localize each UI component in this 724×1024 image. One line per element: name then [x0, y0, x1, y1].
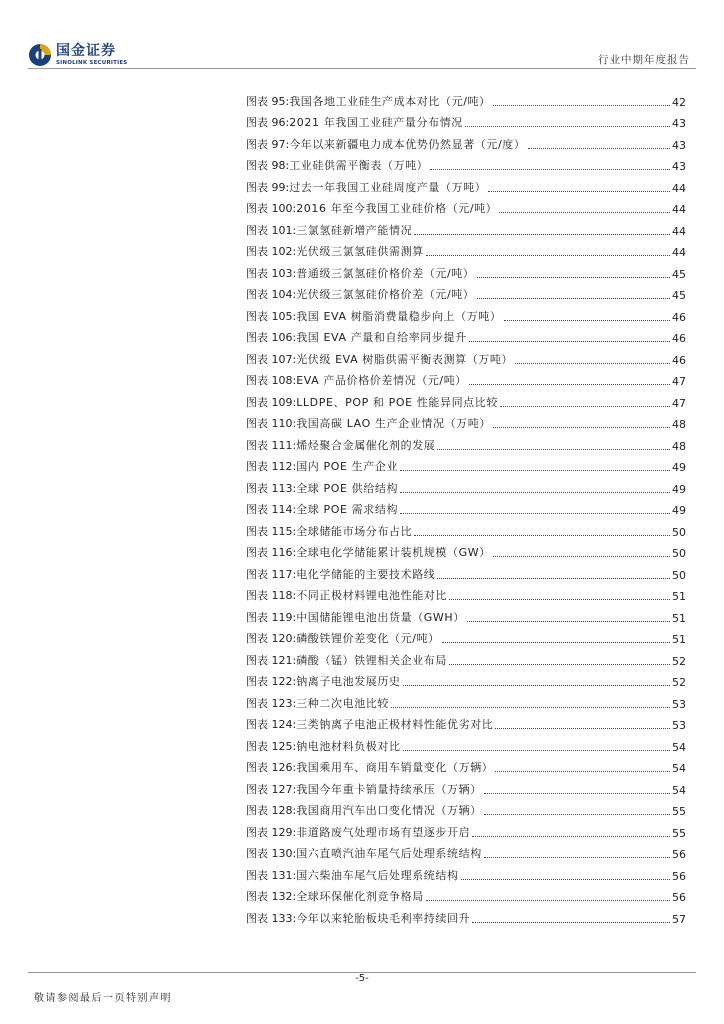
header-divider [28, 68, 696, 69]
dot-leader [414, 233, 670, 235]
page-ref: 45 [672, 267, 686, 281]
page-ref: 51 [672, 611, 686, 625]
dot-leader [426, 899, 670, 901]
page-ref: 50 [672, 525, 686, 539]
dot-leader [493, 555, 670, 557]
page-ref: 49 [672, 482, 686, 496]
figure-label: 图表 111: [246, 438, 297, 452]
page-ref: 42 [672, 95, 686, 109]
figure-title: 今年以来新疆电力成本优势仍然显著（元/度） [289, 137, 526, 151]
toc-entry[interactable] [246, 775, 686, 797]
figure-title: 光伏级 EVA 树脂供需平衡表测算（万吨） [296, 352, 514, 366]
figure-title: 磷酸铁锂价差变化（元/吨） [296, 632, 440, 645]
figure-label: 图表 109: [246, 395, 297, 409]
toc-entry[interactable] [246, 87, 686, 109]
page-number: -5- [355, 973, 369, 984]
figure-title: 过去一年我国工业硅周度产量（万吨） [289, 180, 487, 194]
figure-title: 我国 EVA 树脂消费量稳步向上（万吨） [296, 309, 502, 323]
dot-leader [484, 813, 670, 815]
figure-title: 工业硅供需平衡表（万吨） [289, 159, 429, 172]
figure-list [246, 87, 686, 926]
page-ref: 46 [672, 353, 686, 367]
toc-entry[interactable] [246, 130, 686, 152]
toc-entry[interactable] [246, 195, 686, 217]
dot-leader [500, 405, 670, 407]
dot-leader [391, 706, 670, 708]
toc-entry[interactable] [246, 431, 686, 453]
page-ref: 44 [672, 246, 686, 259]
figure-title: 我国商用汽车出口变化情况（万辆） [296, 804, 482, 817]
figure-label: 图表 98: [246, 159, 290, 172]
figure-label: 图表 104: [246, 288, 297, 301]
figure-label: 图表 99: [246, 180, 290, 194]
dot-leader [477, 297, 670, 299]
figure-label: 图表 117: [246, 567, 297, 581]
dot-leader [437, 448, 670, 450]
figure-title: 中国储能锂电池出货量（GWH） [296, 610, 465, 624]
toc-entry[interactable] [246, 173, 686, 195]
figure-label: 图表 110: [246, 417, 297, 430]
figure-title: 光伏级三氯氢硅价格价差（元/吨） [296, 288, 475, 301]
dot-leader [426, 254, 670, 256]
dot-leader [488, 190, 670, 192]
figure-title: 全球 POE 供给结构 [296, 481, 399, 495]
toc-entry[interactable] [246, 603, 686, 625]
dot-leader [465, 125, 670, 127]
figure-title: 三种二次电池比较 [296, 696, 390, 710]
figure-title: 光伏级三氯氢硅供需测算 [296, 245, 424, 258]
page-ref: 44 [672, 203, 686, 216]
page-ref: 50 [672, 547, 686, 560]
page-ref: 50 [672, 568, 686, 582]
toc-entry[interactable] [246, 625, 686, 647]
toc-entry[interactable] [246, 582, 686, 604]
figure-label: 图表 101: [246, 223, 297, 237]
dot-leader [495, 727, 670, 729]
toc-entry[interactable] [246, 840, 686, 862]
dot-leader [449, 598, 670, 600]
figure-title: 不同正极材料锂电池性能对比 [296, 589, 448, 602]
toc-entry[interactable] [246, 388, 686, 410]
toc-entry[interactable] [246, 861, 686, 883]
dot-leader [495, 770, 670, 772]
figure-title: 烯烃聚合金属催化剂的发展 [296, 438, 436, 452]
figure-title: 今年以来轮胎板块毛利率持续回升 [296, 911, 471, 925]
figure-title: EVA 产品价格价差情况（元/吨） [296, 374, 467, 387]
dot-leader [400, 469, 670, 471]
page-ref: 48 [672, 439, 686, 453]
figure-label: 图表 123: [246, 696, 297, 710]
figure-label: 图表 121: [246, 653, 297, 667]
toc-entry[interactable] [246, 345, 686, 367]
figure-label: 图表 130: [246, 847, 297, 860]
figure-label: 图表 132: [246, 890, 297, 903]
page-ref: 54 [672, 740, 686, 754]
toc-entry[interactable] [246, 324, 686, 346]
figure-label: 图表 102: [246, 245, 297, 258]
figure-title: 三氯氢硅新增产能情况 [296, 223, 413, 237]
toc-entry[interactable] [246, 883, 686, 905]
page-ref: 54 [672, 762, 686, 775]
figure-title: 非道路废气处理市场有望逐步开启 [296, 825, 471, 839]
figure-label: 图表 120: [246, 632, 297, 645]
figure-label: 图表 125: [246, 739, 297, 753]
dot-leader [400, 512, 670, 514]
toc-entry[interactable] [246, 109, 686, 131]
page-ref: 53 [672, 697, 686, 711]
page-ref: 49 [672, 504, 686, 517]
dot-leader [477, 276, 670, 278]
figure-label: 图表 107: [246, 352, 297, 366]
page-ref: 43 [672, 138, 686, 152]
page-ref: 46 [672, 332, 686, 345]
logo-english-name: SINOLINK SECURITIES [56, 59, 128, 66]
toc-entry[interactable] [246, 732, 686, 754]
page-ref: 52 [672, 654, 686, 668]
figure-label: 图表 97: [246, 137, 290, 151]
toc-entry[interactable] [246, 410, 686, 432]
figure-title: 国六柴油车尾气后处理系统结构 [296, 868, 459, 882]
figure-title: 全球环保催化剂竞争格局 [296, 890, 424, 903]
dot-leader [484, 792, 670, 794]
toc-entry[interactable] [246, 646, 686, 668]
figure-title: 三类钠离子电池正极材料性能优劣对比 [296, 718, 494, 731]
logo-chinese-name: 国金证券 [56, 42, 116, 59]
figure-label: 图表 100: [246, 202, 297, 215]
figure-title: 2016 年至今我国工业硅价格（元/吨） [296, 202, 498, 215]
figure-label: 图表 106: [246, 331, 297, 344]
figure-title: 我国各地工业硅生产成本对比（元/吨） [289, 94, 491, 108]
toc-entry[interactable] [246, 797, 686, 819]
page-ref: 47 [672, 375, 686, 388]
toc-entry[interactable] [246, 754, 686, 776]
toc-entry[interactable] [246, 668, 686, 690]
page-ref: 45 [672, 289, 686, 302]
report-type: 行业中期年度报告 [598, 54, 690, 66]
page-ref: 56 [672, 891, 686, 904]
page-ref: 54 [672, 783, 686, 797]
dot-leader [430, 168, 670, 170]
toc-entry[interactable] [246, 367, 686, 389]
page-ref: 46 [672, 310, 686, 324]
page-ref: 53 [672, 719, 686, 732]
page-ref: 44 [672, 224, 686, 238]
dot-leader [469, 383, 670, 385]
page-ref: 56 [672, 848, 686, 861]
figure-title: 国内 POE 生产企业 [296, 460, 399, 473]
dot-leader [414, 534, 670, 536]
figure-label: 图表 128: [246, 804, 297, 817]
page-ref: 56 [672, 869, 686, 883]
toc-entry[interactable] [246, 216, 686, 238]
figure-label: 图表 124: [246, 718, 297, 731]
dot-leader [449, 663, 670, 665]
figure-label: 图表 122: [246, 675, 297, 688]
dot-leader [499, 211, 670, 213]
page-ref: 48 [672, 418, 686, 431]
toc-entry[interactable] [246, 539, 686, 561]
dot-leader [403, 749, 670, 751]
figure-label: 图表 133: [246, 911, 297, 925]
dot-leader [504, 319, 671, 321]
toc-entry[interactable] [246, 474, 686, 496]
dot-leader [467, 620, 670, 622]
figure-label: 图表 126: [246, 761, 297, 774]
figure-title: 我国 EVA 产量和自给率同步提升 [296, 331, 467, 344]
figure-title: 全球储能市场分布占比 [296, 524, 413, 538]
page-ref: 51 [672, 633, 686, 646]
figure-label: 图表 95: [246, 94, 290, 108]
toc-entry[interactable] [246, 302, 686, 324]
figure-title: 我国今年重卡销量持续承压（万辆） [296, 782, 482, 796]
page-ref: 49 [672, 461, 686, 474]
figure-title: 普通级三氯氢硅价格价差（元/吨） [296, 266, 475, 280]
page-ref: 55 [672, 826, 686, 840]
figure-label: 图表 118: [246, 589, 297, 602]
dot-leader [515, 362, 670, 364]
figure-title: 钠电池材料负极对比 [296, 739, 401, 753]
toc-entry[interactable] [246, 517, 686, 539]
toc-entry[interactable] [246, 904, 686, 926]
dot-leader [493, 426, 670, 428]
figure-title: 我国乘用车、商用车销量变化（万辆） [296, 761, 494, 774]
figure-title: 全球 POE 需求结构 [296, 503, 399, 516]
toc-entry[interactable] [246, 711, 686, 733]
figure-title: LLDPE、POP 和 POE 性能异同点比较 [296, 395, 498, 409]
sinolink-logo-icon [28, 43, 52, 67]
dot-leader [484, 856, 670, 858]
page-ref: 43 [672, 160, 686, 173]
toc-entry[interactable] [246, 259, 686, 281]
figure-label: 图表 108: [246, 374, 297, 387]
page-ref: 43 [672, 117, 686, 130]
figure-title: 电化学储能的主要技术路线 [296, 567, 436, 581]
figure-label: 图表 105: [246, 309, 297, 323]
figure-label: 图表 119: [246, 610, 297, 624]
figure-title: 国六直喷汽油车尾气后处理系统结构 [296, 847, 482, 860]
figure-title: 2021 年我国工业硅产量分布情况 [289, 116, 463, 129]
toc-entry[interactable] [246, 152, 686, 174]
dot-leader [403, 684, 670, 686]
toc-entry[interactable] [246, 560, 686, 582]
toc-entry[interactable] [246, 453, 686, 475]
company-logo [28, 40, 168, 70]
page-ref: 52 [672, 676, 686, 689]
page-ref: 51 [672, 590, 686, 603]
dot-leader [472, 921, 670, 923]
figure-title: 钠离子电池发展历史 [296, 675, 401, 688]
figure-label: 图表 116: [246, 546, 297, 559]
page-ref: 55 [672, 805, 686, 818]
figure-label: 图表 103: [246, 266, 297, 280]
page-ref: 47 [672, 396, 686, 410]
figure-label: 图表 115: [246, 524, 297, 538]
dot-leader [493, 104, 670, 106]
page-ref: 44 [672, 181, 686, 195]
figure-title: 我国高碳 LAO 生产企业情况（万吨） [296, 417, 491, 430]
toc-entry[interactable] [246, 689, 686, 711]
figure-label: 图表 114: [246, 503, 297, 516]
dot-leader [472, 835, 670, 837]
figure-label: 图表 113: [246, 481, 297, 495]
figure-label: 图表 131: [246, 868, 297, 882]
page-header [0, 0, 724, 70]
figure-title: 磷酸（锰）铁锂相关企业布局 [296, 653, 448, 667]
figure-label: 图表 127: [246, 782, 297, 796]
dot-leader [528, 147, 670, 149]
toc-entry[interactable] [246, 238, 686, 260]
figure-title: 全球电化学储能累计装机规模（GW） [296, 546, 491, 559]
page-ref: 57 [672, 912, 686, 926]
toc-entry[interactable] [246, 281, 686, 303]
toc-entry[interactable] [246, 496, 686, 518]
dot-leader [461, 878, 670, 880]
dot-leader [469, 340, 670, 342]
toc-entry[interactable] [246, 818, 686, 840]
dot-leader [442, 641, 670, 643]
disclaimer: 敬请参阅最后一页特别声明 [34, 993, 172, 1004]
dot-leader [400, 491, 670, 493]
dot-leader [437, 577, 670, 579]
figure-label: 图表 96: [246, 116, 290, 129]
figure-label: 图表 112: [246, 460, 297, 473]
figure-label: 图表 129: [246, 825, 297, 839]
